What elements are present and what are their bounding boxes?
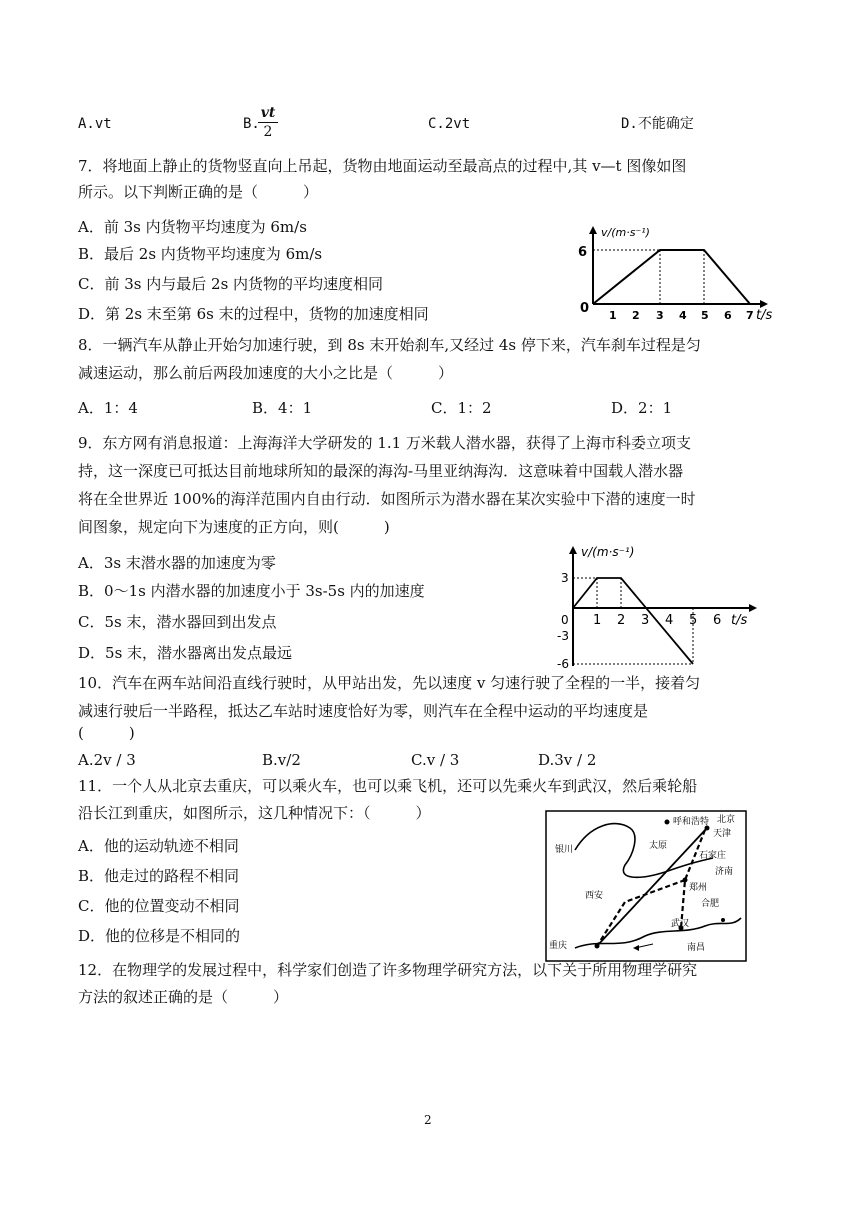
q8-option-a: A．1：4 [78, 399, 138, 417]
q9-vt-graph [555, 540, 775, 672]
map-label-xian: 西安 [585, 891, 604, 901]
map-label-beijing: 北京 [717, 815, 736, 825]
q7-graph-tick-6: 6 [724, 309, 732, 322]
q7-graph-tick-3: 3 [656, 309, 664, 322]
q9-graph-tick-4: 4 [665, 613, 674, 628]
q8-stem-line1: 8．一辆汽车从静止开始匀加速行驶，到 8s 末开始刹车,又经过 4s 停下来，汽车刹车过程是匀 [78, 336, 701, 354]
q12-stem-line1: 12．在物理学的发展过程中，科学家们创造了许多物理学研究方法，以下关于所用物理学研究 [78, 961, 698, 979]
q9-graph-tick-5: 5 [689, 613, 698, 628]
q11-stem-line2: 沿长江到重庆，如图所示，这几种情况下：（ ） [78, 804, 431, 822]
q9-option-d: D．5s 末，潜水器离出发点最远 [78, 644, 293, 662]
q9-stem-line1: 9．东方网有消息报道：上海海洋大学研发的 1.1 万米载人潜水器，获得了上海市科委立项支 [78, 434, 691, 452]
q10-option-d: D.3v / 2 [538, 751, 597, 769]
q7-graph-y6: 6 [578, 245, 588, 260]
q11-option-a: A．他的运动轨迹不相同 [78, 837, 239, 855]
q8-option-d: D．2：1 [611, 399, 673, 417]
q9-graph-xlabel: t/s [731, 613, 748, 628]
q9-graph-yneg6: -6 [557, 657, 569, 671]
q7-vt-graph [568, 220, 788, 330]
q10-stem-line3: ( ) [78, 724, 135, 742]
q9-graph-origin: 0 [561, 613, 569, 627]
q9-graph-y3: 3 [561, 571, 569, 585]
fraction-numerator: vt [258, 104, 278, 123]
q6-option-b-fraction [258, 104, 278, 141]
q9-option-a: A．3s 末潜水器的加速度为零 [78, 554, 276, 572]
q9-stem-line2: 持，这一深度已可抵达目前地球所知的最深的海沟-马里亚纳海沟．这意味着中国载人潜水器 [78, 462, 684, 480]
q7-graph-tick-7: 7 [746, 309, 754, 322]
q9-graph-tick-3: 3 [641, 613, 650, 628]
map-label-hefei: 合肥 [701, 899, 720, 909]
q7-graph-tick-2: 2 [632, 309, 640, 322]
map-label-tianjin: 天津 [713, 829, 732, 839]
page-number: 2 [424, 1113, 432, 1127]
q7-stem-line2: 所示。以下判断正确的是（ ） [78, 183, 319, 201]
q11-stem-line1: 11．一个人从北京去重庆，可以乘火车，也可以乘飞机，还可以先乘火车到武汉，然后乘轮船 [78, 777, 698, 795]
q10-stem-line2: 减速行驶后一半路程，抵达乙车站时速度恰好为零，则汽车在全程中运动的平均速度是 [78, 702, 649, 720]
q11-option-c: C．他的位置变动不相同 [78, 897, 240, 915]
q7-graph-xlabel: t/s [756, 308, 773, 323]
q7-graph-ylabel: v/(m·s⁻¹) [601, 226, 650, 239]
q9-graph-ylabel: v/(m·s⁻¹) [581, 545, 635, 559]
q7-option-a: A．前 3s 内货物平均速度为 6m/s [78, 218, 307, 236]
map-label-nanchang: 南昌 [687, 943, 706, 953]
q9-option-c: C．5s 末，潜水器回到出发点 [78, 613, 277, 631]
q9-stem-line4: 间图象，规定向下为速度的正方向，则( ) [78, 518, 390, 536]
q7-option-c: C．前 3s 内与最后 2s 内货物的平均速度相同 [78, 275, 384, 293]
q7-graph-tick-5: 5 [701, 309, 709, 322]
q7-stem-line1: 7．将地面上静止的货物竖直向上吊起，货物由地面运动至最高点的过程中,其 v—t 图像如图 [78, 157, 687, 175]
q9-graph-yneg3: -3 [557, 629, 569, 643]
map-label-hohhot: 呼和浩特 [673, 817, 710, 827]
q6-option-a: A.vt [78, 116, 112, 132]
q7-graph-tick-4: 4 [679, 309, 687, 322]
q12-stem-line2: 方法的叙述正确的是（ ） [78, 988, 289, 1006]
fraction-denominator: 2 [263, 124, 273, 140]
q10-stem-line1: 10．汽车在两车站间沿直线行驶时，从甲站出发，先以速度 v 匀速行驶了全程的一半，接着匀 [78, 674, 701, 692]
q10-option-a: A.2v / 3 [78, 751, 136, 769]
map-label-shijiazhuang: 石家庄 [699, 851, 727, 861]
q9-stem-line3: 将在全世界近 100%的海洋范围内自由行动．如图所示为潜水器在某次实验中下潜的速度一时 [78, 490, 696, 508]
q8-option-b: B．4：1 [252, 399, 313, 417]
q7-option-d: D．第 2s 末至第 6s 末的过程中，货物的加速度相同 [78, 305, 429, 323]
q8-stem-line2: 减速运动，那么前后两段加速度的大小之比是（ ） [78, 364, 454, 382]
q9-graph-tick-6: 6 [713, 613, 722, 628]
q6-option-d: D.不能确定 [621, 116, 694, 132]
q6-option-c: C.2vt [428, 116, 471, 132]
q9-graph-tick-2: 2 [617, 613, 626, 628]
map-label-taiyuan: 太原 [649, 841, 668, 851]
map-label-yinchuan: 银川 [555, 845, 574, 855]
q11-china-route-map [545, 810, 747, 962]
map-label-chongqing: 重庆 [549, 941, 568, 951]
q11-option-d: D．他的位移是不相同的 [78, 927, 241, 945]
q7-graph-tick-1: 1 [609, 309, 617, 322]
q10-option-b: B.v/2 [262, 751, 301, 769]
q10-option-c: C.v / 3 [411, 751, 460, 769]
q7-graph-origin: 0 [580, 301, 590, 316]
map-label-wuhan: 武汉 [671, 919, 690, 929]
q7-option-b: B．最后 2s 内货物平均速度为 6m/s [78, 245, 323, 263]
map-label-jinan: 济南 [715, 867, 734, 877]
q9-option-b: B．0～1s 内潜水器的加速度小于 3s-5s 内的加速度 [78, 582, 425, 600]
q8-option-c: C．1：2 [431, 399, 492, 417]
map-label-zhengzhou: 郑州 [689, 883, 708, 893]
q6-option-b-label: B. [243, 116, 260, 132]
q11-option-b: B．他走过的路程不相同 [78, 867, 240, 885]
q9-graph-tick-1: 1 [593, 613, 602, 628]
